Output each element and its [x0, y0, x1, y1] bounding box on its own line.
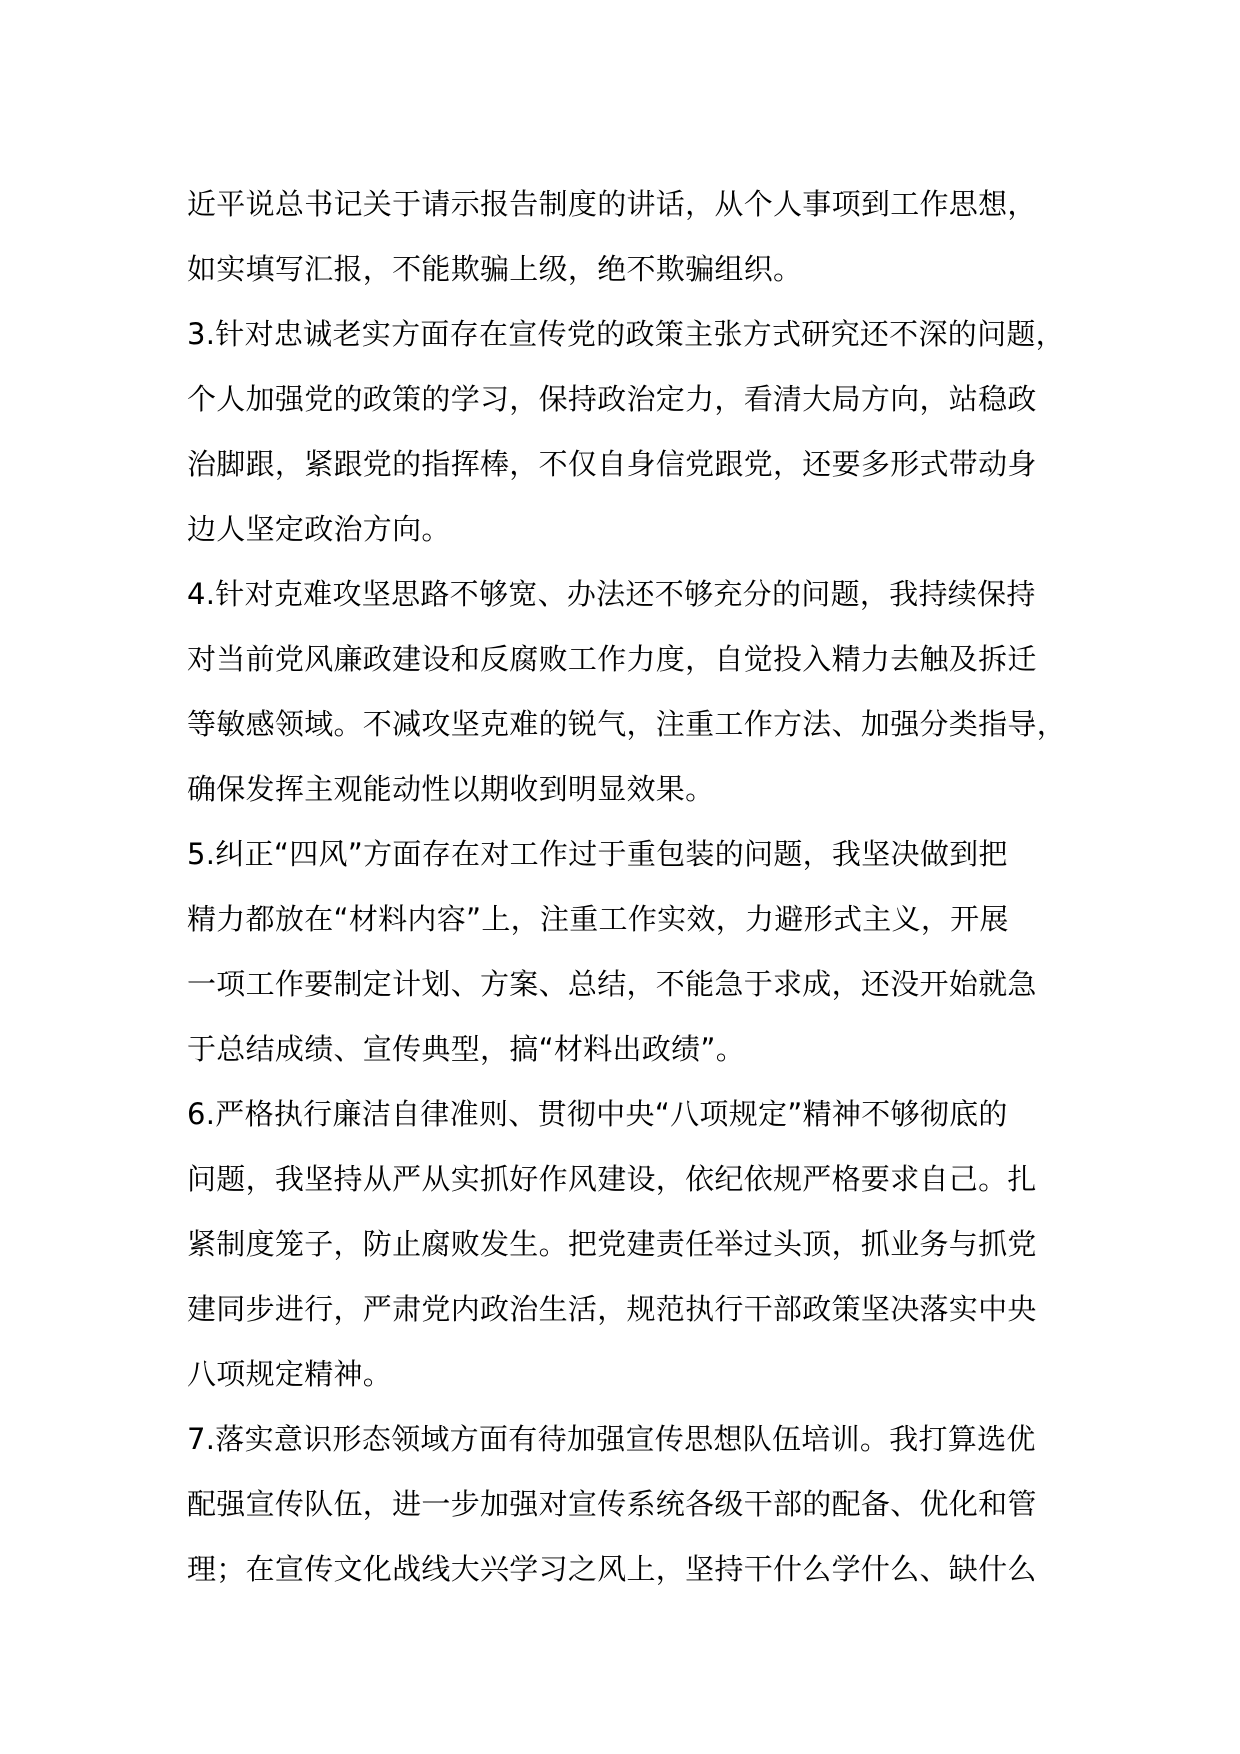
- text-line: 如实填写汇报，不能欺骗上级，绝不欺骗组织。: [187, 252, 803, 286]
- text-line: 6.严格执行廉洁自律准则、贯彻中央“八项规定”精神不够彻底的: [187, 1097, 1008, 1131]
- text-line: 配强宣传队伍，进一步加强对宣传系统各级干部的配备、优化和管: [187, 1487, 1037, 1521]
- text-line: 近平说总书记关于请示报告制度的讲话，从个人事项到工作思想，: [187, 187, 1037, 221]
- text-line: 个人加强党的政策的学习，保持政治定力，看清大局方向，站稳政: [187, 382, 1037, 416]
- text-line: 精力都放在“材料内容”上，注重工作实效，力避形式主义，开展: [187, 902, 1009, 936]
- text-line: 八项规定精神。: [187, 1357, 393, 1391]
- text-line: 问题，我坚持从严从实抓好作风建设，依纪依规严格要求自己。扎: [187, 1162, 1037, 1196]
- text-line: 4.针对克难攻坚思路不够宽、办法还不够充分的问题，我持续保持: [187, 577, 1036, 611]
- text-line: 5.纠正“四风”方面存在对工作过于重包装的问题，我坚决做到把: [187, 837, 1008, 871]
- text-line: 紧制度笼子，防止腐败发生。把党建责任举过头顶，抓业务与抓党: [187, 1227, 1037, 1261]
- text-line: 确保发挥主观能动性以期收到明显效果。: [187, 772, 715, 806]
- document-body: [187, 172, 1077, 1602]
- text-line: 理；在宣传文化战线大兴学习之风上，坚持干什么学什么、缺什么: [187, 1552, 1037, 1586]
- text-line: 建同步进行，严肃党内政治生活，规范执行干部政策坚决落实中央: [187, 1292, 1037, 1326]
- text-line: 治脚跟，紧跟党的指挥棒，不仅自身信党跟党，还要多形式带动身: [187, 447, 1037, 481]
- text-line: 3.针对忠诚老实方面存在宣传党的政策主张方式研究还不深的问题，: [187, 317, 1065, 351]
- text-line: 对当前党风廉政建设和反腐败工作力度，自觉投入精力去触及拆迁: [187, 642, 1037, 676]
- text-line: 一项工作要制定计划、方案、总结，不能急于求成，还没开始就急: [187, 967, 1037, 1001]
- text-line: 于总结成绩、宣传典型，搞“材料出政绩”。: [187, 1032, 746, 1066]
- text-line: 边人坚定政治方向。: [187, 512, 451, 546]
- text-line: 等敏感领域。不减攻坚克难的锐气，注重工作方法、加强分类指导，: [187, 707, 1067, 741]
- text-line: 7.落实意识形态领域方面有待加强宣传思想队伍培训。我打算选优: [187, 1422, 1036, 1456]
